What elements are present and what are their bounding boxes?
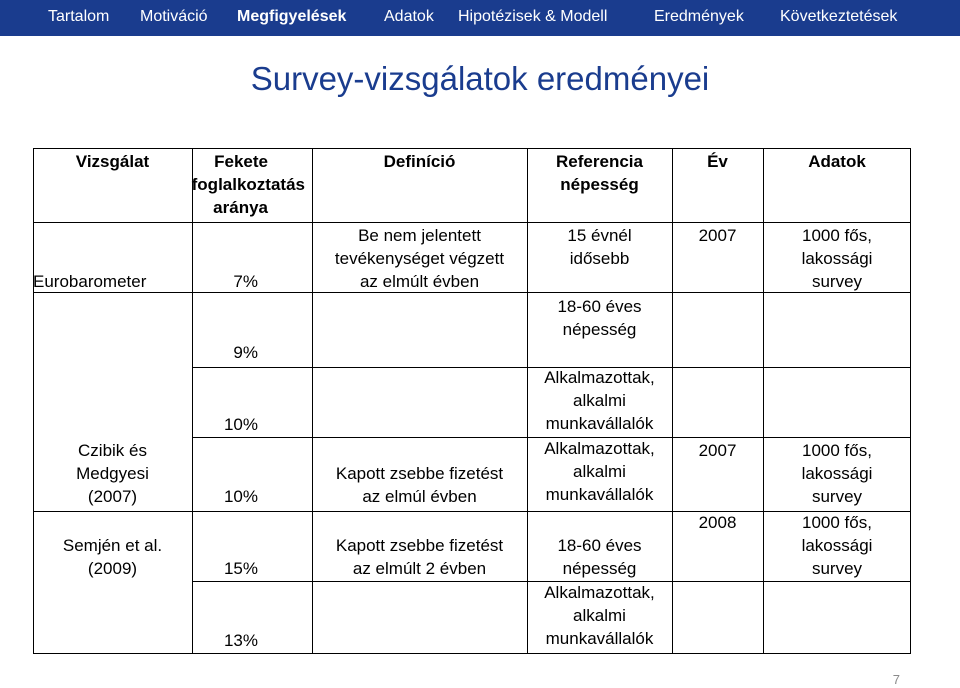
top-navigation-bar <box>0 0 960 36</box>
table-divider <box>33 222 911 223</box>
population-1-line-2: idősebb <box>569 249 630 268</box>
data-3-line-1: 1000 fős, <box>802 513 872 532</box>
header-rate-line-1: Fekete <box>214 152 268 171</box>
rate-cell: 13% <box>223 631 258 650</box>
data-3-line-2: lakossági <box>801 536 873 555</box>
data-1-line-2: lakossági <box>801 249 873 268</box>
table-divider <box>672 148 673 654</box>
definition-2-line-1: Kapott zsebbe fizetést <box>335 464 504 483</box>
data-2-line-3: survey <box>811 487 863 506</box>
nav-item-kovetkeztetesek[interactable]: Következtetések <box>780 8 898 25</box>
population-4-line-3: munkavállalók <box>545 485 654 504</box>
header-population-line-2: népesség <box>560 175 639 194</box>
rate-cell: 15% <box>223 559 258 578</box>
rate-cell: 10% <box>223 487 258 506</box>
header-rate-line-3: aránya <box>213 198 268 217</box>
population-3-line-3: munkavállalók <box>545 414 654 433</box>
study-czibik-line-3: (2007) <box>87 487 138 506</box>
nav-item-tartalom[interactable]: Tartalom <box>48 8 110 25</box>
population-4-line-1: Alkalmazottak, <box>544 439 655 458</box>
study-czibik-line-2: Medgyesi <box>76 464 149 483</box>
study-eurobarometer: Eurobarometer <box>33 272 147 291</box>
header-rate-line-2: foglalkoztatás <box>191 175 305 194</box>
study-semjen-line-2: (2009) <box>87 559 138 578</box>
definition-3-line-1: Kapott zsebbe fizetést <box>335 536 504 555</box>
page-title: Survey-vizsgálatok eredményei <box>250 60 710 97</box>
header-definition: Definíció <box>383 152 456 171</box>
definition-1-line-1: Be nem jelentett <box>358 226 481 245</box>
year-cell: 2008 <box>698 513 737 532</box>
population-6-line-2: alkalmi <box>573 606 626 625</box>
year-cell: 2007 <box>698 226 737 245</box>
population-2-line-1: 18-60 éves <box>557 297 642 316</box>
population-4-line-2: alkalmi <box>573 462 626 481</box>
population-1-line-1: 15 évnél <box>567 226 632 245</box>
data-1-line-3: survey <box>811 272 863 291</box>
definition-2-line-2: az elmúl évben <box>362 487 477 506</box>
page-number: 7 <box>892 672 900 687</box>
study-czibik-line-1: Czibik és <box>78 441 147 460</box>
header-year: Év <box>707 152 728 171</box>
study-semjen-line-1: Semjén et al. <box>62 536 163 555</box>
header-population-line-1: Referencia <box>556 152 643 171</box>
nav-item-adatok[interactable]: Adatok <box>384 8 434 25</box>
definition-3-line-2: az elmúlt 2 évben <box>352 559 487 578</box>
data-3-line-3: survey <box>811 559 863 578</box>
nav-item-hipotezisek-modell[interactable]: Hipotézisek & Modell <box>458 8 608 25</box>
rate-cell: 9% <box>233 343 258 362</box>
population-5-line-1: 18-60 éves <box>557 536 642 555</box>
data-1-line-1: 1000 fős, <box>802 226 872 245</box>
year-cell: 2007 <box>698 441 737 460</box>
population-5-line-2: népesség <box>562 559 637 578</box>
population-6-line-3: munkavállalók <box>545 629 654 648</box>
rate-cell: 7% <box>233 272 258 291</box>
nav-item-motivacio[interactable]: Motiváció <box>140 8 208 25</box>
header-study: Vizsgálat <box>75 152 150 171</box>
rate-cell: 10% <box>223 415 258 434</box>
data-2-line-1: 1000 fős, <box>802 441 872 460</box>
data-2-line-2: lakossági <box>801 464 873 483</box>
nav-item-eredmenyek[interactable]: Eredmények <box>654 8 744 25</box>
population-3-line-2: alkalmi <box>573 391 626 410</box>
population-6-line-1: Alkalmazottak, <box>544 583 655 602</box>
population-3-line-1: Alkalmazottak, <box>544 368 655 387</box>
header-data: Adatok <box>808 152 866 171</box>
definition-1-line-2: tevékenységet végzett <box>334 249 505 268</box>
nav-item-megfigyelesek[interactable]: Megfigyelések <box>237 8 347 25</box>
population-2-line-2: népesség <box>562 320 637 339</box>
definition-1-line-3: az elmúlt évben <box>359 272 480 291</box>
